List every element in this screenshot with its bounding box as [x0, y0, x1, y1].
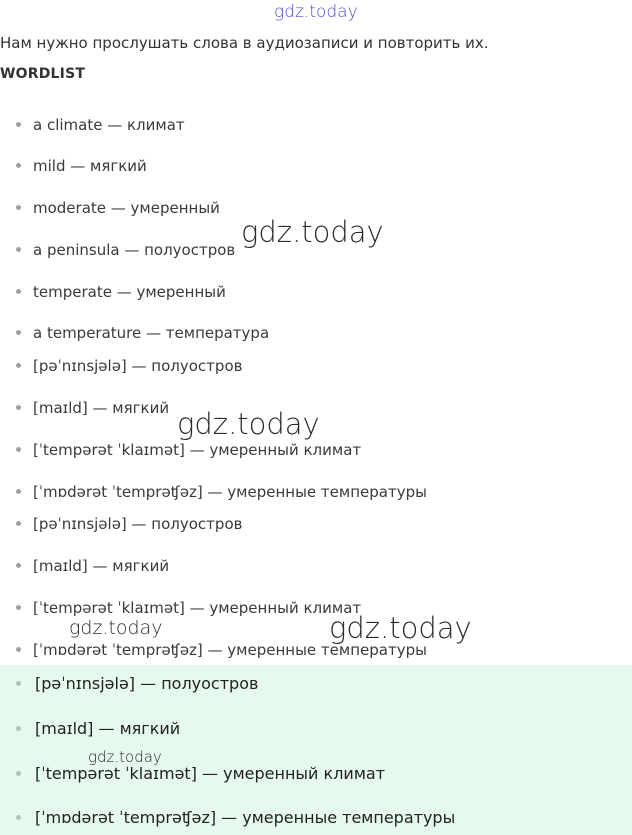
- bullet-icon: [16, 405, 21, 410]
- list-item: [ˈtempərət ˈklaɪmət] — умеренный климат: [16, 764, 385, 783]
- list-item: [ˈtempərət ˈklaɪmət] — умеренный климат: [16, 599, 361, 617]
- watermark-top: gdz.today: [274, 2, 358, 22]
- list-item: a temperature — температура: [16, 324, 269, 342]
- list-item: a climate — климат: [16, 116, 185, 134]
- watermark: gdz.today: [177, 407, 320, 441]
- bullet-icon: [16, 447, 21, 452]
- bullet-icon: [16, 647, 21, 652]
- list-item: [pəˈnɪnsjələ] — полуостров: [16, 357, 242, 375]
- watermark: gdz.today: [88, 748, 162, 766]
- bullet-icon: [16, 247, 21, 252]
- list-item: temperate — умеренный: [16, 283, 226, 301]
- list-item: [pəˈnɪnsjələ] — полуостров: [16, 515, 242, 533]
- bullet-icon: [16, 205, 21, 210]
- list-item: [maɪld] — мягкий: [16, 719, 180, 738]
- bullet-icon: [16, 489, 21, 494]
- list-item: [ˈmɒdərət ˈtemprəʧəz] — умеренные температуры: [16, 641, 427, 659]
- bullet-icon: [16, 726, 21, 731]
- list-item: mild — мягкий: [16, 157, 147, 175]
- bullet-icon: [16, 289, 21, 294]
- bullet-icon: [16, 563, 21, 568]
- bullet-icon: [16, 122, 21, 127]
- bullet-icon: [16, 771, 21, 776]
- list-item: [pəˈnɪnsjələ] — полуостров: [16, 674, 258, 693]
- list-item: [ˈmɒdərət ˈtemprəʧəz] — умеренные температуры: [16, 483, 427, 501]
- bullet-icon: [16, 330, 21, 335]
- list-item: moderate — умеренный: [16, 199, 220, 217]
- wordlist-heading: WORDLIST: [0, 66, 86, 82]
- list-item: [maɪld] — мягкий: [16, 399, 169, 417]
- bullet-icon: [16, 681, 21, 686]
- list-item: [maɪld] — мягкий: [16, 557, 169, 575]
- list-item: [ˈmɒdərət ˈtemprəʧəz] — умеренные температуры: [16, 808, 455, 827]
- watermark: gdz.today: [241, 215, 384, 249]
- list-item: [ˈtempərət ˈklaɪmət] — умеренный климат: [16, 441, 361, 459]
- bullet-icon: [16, 605, 21, 610]
- intro-text: Нам нужно прослушать слова в аудиозаписи и повторить их.: [0, 34, 489, 52]
- bullet-icon: [16, 163, 21, 168]
- list-item: a peninsula — полуостров: [16, 241, 235, 259]
- bullet-icon: [16, 815, 21, 820]
- watermark: gdz.today: [329, 611, 472, 645]
- watermark: gdz.today: [69, 617, 163, 639]
- bullet-icon: [16, 363, 21, 368]
- bullet-icon: [16, 521, 21, 526]
